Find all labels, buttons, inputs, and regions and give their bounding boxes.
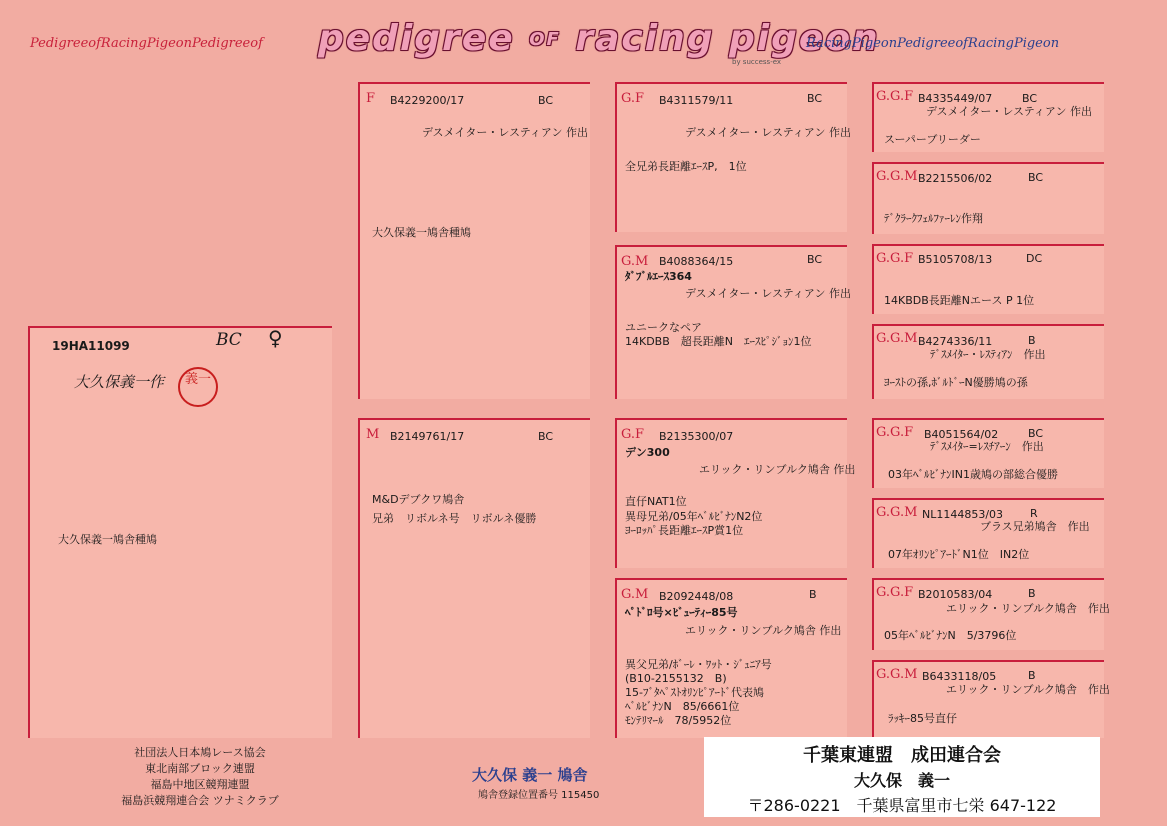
federation-list xyxy=(70,745,330,809)
ggm1-ring: B2215506/02 xyxy=(918,172,993,185)
gm2-line5: ﾍﾞﾙﾋﾞﾅﾝN 85/6661位 xyxy=(625,700,740,713)
federation-3: 福島中地区競翔連盟 xyxy=(150,778,250,791)
ggf1-color: BC xyxy=(1022,92,1038,105)
ggm3-line1: ブラス兄弟鳩舎 作出 xyxy=(980,520,1090,533)
title-of: OF xyxy=(529,29,561,50)
gf2-line2: 直仔NAT1位 xyxy=(625,495,687,508)
ggf3-color: BC xyxy=(1028,427,1044,440)
ggf3-line2: 03年ﾍﾞﾙﾋﾞﾅﾝIN1歳鳩の部総合優勝 xyxy=(888,468,1058,481)
ggf3-line1: ﾃﾞｽﾒｲﾀｰ=ﾚｽﾁｱｰﾝ 作出 xyxy=(930,440,1044,453)
ggm4-line2: ﾗｯｷｰ85号直仔 xyxy=(888,712,957,725)
ggm2-ring: B4274336/11 xyxy=(918,335,993,348)
gm2-line2: 異父兄弟/ﾎﾞｰﾚ・ﾜｯﾄ・ｼﾞｭﾆｱ号 xyxy=(625,658,772,671)
subject-note: 大久保義一鳩舎種鳩 xyxy=(58,533,157,546)
header-left-text xyxy=(30,36,263,51)
gm2-line6: ﾓﾝﾃﾘﾏｰﾙ 78/5952位 xyxy=(625,714,732,727)
gf1-label: G.F xyxy=(621,91,645,106)
federation-2: 東北南部ブロック連盟 xyxy=(145,762,255,775)
gf1-box xyxy=(615,82,851,232)
ggm4-label: G.G.M xyxy=(876,667,918,682)
ggm1-color: BC xyxy=(1028,171,1044,184)
gm2-box xyxy=(615,578,847,738)
address-owner: 大久保 義一 xyxy=(853,771,950,790)
gm2-line1: エリック・リンブルク鳩舎 作出 xyxy=(685,624,842,637)
gf1-line2: 全兄弟長距離ｴｰｽP, 1位 xyxy=(625,160,747,173)
father-line2: 大久保義一鳩舎種鳩 xyxy=(372,226,471,239)
gf2-ring: B2135300/07 xyxy=(659,430,734,443)
federation-4: 福島浜競翔連合会 ツナミクラブ xyxy=(121,794,279,807)
gm1-line1: デスメイター・レスティアン 作出 xyxy=(685,287,851,300)
gf2-line1: エリック・リンブルク鳩舎 作出 xyxy=(699,463,856,476)
ggm3-label: G.G.M xyxy=(876,505,918,520)
gm2-name: ﾍﾟﾄﾞﾛ号×ﾋﾞｭｰﾃｨｰ85号 xyxy=(625,606,738,619)
ggf4-color: B xyxy=(1028,587,1036,600)
gm1-name: ﾀﾞﾌﾞﾙｴｰｽ364 xyxy=(625,270,692,283)
gm2-ring: B2092448/08 xyxy=(659,590,734,603)
mother-color: BC xyxy=(538,430,554,443)
header-right-text-content: RacingPigeonPedigreeofRacingPigeon xyxy=(806,36,1060,51)
subject-color: BC xyxy=(216,330,242,350)
ggf4-box xyxy=(872,578,1110,650)
ggm1-label: G.G.M xyxy=(876,169,918,184)
gf2-name: デン300 xyxy=(625,446,670,459)
address-label xyxy=(704,737,1100,817)
ggf1-box xyxy=(872,82,1104,152)
ggm2-line2: ﾖｰｽﾄの孫,ﾎﾞﾙﾄﾞｰN優勝鳩の孫 xyxy=(884,376,1028,389)
title-byline: by success-ex xyxy=(732,58,782,66)
ggf2-box xyxy=(872,244,1104,314)
ggm3-ring: NL1144853/03 xyxy=(922,508,1004,521)
mother-line1: M&Dデブクワ鳩舎 xyxy=(372,493,465,506)
father-ring: B4229200/17 xyxy=(390,94,465,107)
mother-box xyxy=(358,418,590,738)
ggf2-ring: B5105708/13 xyxy=(918,253,993,266)
gf1-ring: B4311579/11 xyxy=(659,94,734,107)
father-label: F xyxy=(366,91,376,106)
ggm3-box xyxy=(872,498,1104,568)
gm1-box xyxy=(615,245,851,399)
ggf1-ring: B4335449/07 xyxy=(918,92,993,105)
ggf2-label: G.G.F xyxy=(876,251,914,266)
header-right-text xyxy=(806,36,1059,51)
header-left-text-content: PedigreeofRacingPigeonPedigreeof xyxy=(30,36,263,51)
title-tail: racing pigeon xyxy=(575,18,880,59)
gm2-line3: (B10-2155132 B) xyxy=(625,672,727,685)
gm1-ring: B4088364/15 xyxy=(659,255,734,268)
mother-ring: B2149761/17 xyxy=(390,430,465,443)
gm1-line3: 14KDBB 超長距離N ｴｰｽﾋﾟｼﾞｮﾝ1位 xyxy=(625,335,812,348)
ggf3-box xyxy=(872,418,1104,488)
gm1-label: G.M xyxy=(621,254,649,269)
mother-line2: 兄弟 リボルネ号 リボルネ優勝 xyxy=(372,512,537,525)
mother-label: M xyxy=(366,427,380,442)
ggf2-color: DC xyxy=(1026,252,1043,265)
ggf2-line2: 14KBDB長距離Nエース P 1位 xyxy=(884,294,1035,307)
ggm2-box xyxy=(872,324,1104,399)
gm1-color: BC xyxy=(807,253,823,266)
ggf4-label: G.G.F xyxy=(876,585,914,600)
gf2-line3: 異母兄弟/05年ﾍﾞﾙﾋﾞﾅﾝN2位 xyxy=(625,510,763,523)
address-federation: 千葉東連盟 成田連合会 xyxy=(803,745,1001,766)
ggm3-line2: 07年ｵﾘﾝﾋﾟｱｰﾄﾞN1位 IN2位 xyxy=(888,548,1030,561)
ggm4-line1: エリック・リンブルク鳩舎 作出 xyxy=(946,683,1110,696)
ggm1-box xyxy=(872,162,1104,234)
address-postal: 〒286-0221 千葉県富里市七栄 647-122 xyxy=(747,796,1057,815)
ggf3-ring: B4051564/02 xyxy=(924,428,999,441)
gm2-line4: 15-ﾌﾞﾀﾍﾟｽﾄｵﾘﾝﾋﾟｱｰﾄﾞ代表鳩 xyxy=(625,686,764,699)
gf1-line1: デスメイター・レスティアン 作出 xyxy=(685,126,851,139)
loft-name: 大久保 義一 鳩舎 xyxy=(472,766,588,784)
subject-breeder-handwriting: 大久保義一作 xyxy=(74,373,165,391)
pedigree-title xyxy=(318,18,880,68)
ggf4-ring: B2010583/04 xyxy=(918,588,993,601)
gm2-label: G.M xyxy=(621,587,649,602)
federation-1: 社団法人日本鳩レース協会 xyxy=(134,746,266,759)
father-color: BC xyxy=(538,94,554,107)
father-line1: デスメイター・レスティアン 作出 xyxy=(422,126,588,139)
gf2-line4: ﾖｰﾛｯﾊﾟ長距離ｴｰｽP賞1位 xyxy=(625,524,744,537)
ggm4-box xyxy=(872,660,1110,738)
breeder-seal: 義一 xyxy=(178,367,218,407)
ggf4-line2: 05年ﾍﾞﾙﾋﾞﾅﾝN 5/3796位 xyxy=(884,629,1017,642)
ggm2-label: G.G.M xyxy=(876,331,918,346)
ggf3-label: G.G.F xyxy=(876,425,914,440)
ggm4-ring: B6433118/05 xyxy=(922,670,997,683)
title-main: pedigree xyxy=(318,18,515,59)
ggm3-color: R xyxy=(1030,507,1038,520)
subject-sex: ♀ xyxy=(268,326,283,350)
ggm2-line1: ﾃﾞｽﾒｲﾀｰ・ﾚｽﾃｨｱﾝ 作出 xyxy=(930,348,1046,361)
ggf1-line1: デスメイター・レスティアン 作出 xyxy=(926,105,1092,118)
ggf4-line1: エリック・リンブルク鳩舎 作出 xyxy=(946,602,1110,615)
ggf1-line2: スーパーブリーダー xyxy=(884,133,981,146)
gf2-label: G.F xyxy=(621,427,645,442)
ggm2-color: B xyxy=(1028,334,1036,347)
gm2-color: B xyxy=(809,588,817,601)
ggm1-line2: ﾃﾞｸﾗｰｸﾌｪﾙﾌｧｰﾚﾝ作翔 xyxy=(884,212,983,225)
ggm4-color: B xyxy=(1028,669,1036,682)
ggf1-label: G.G.F xyxy=(876,89,914,104)
loft-registration: 鳩舎登録位置番号 115450 xyxy=(478,790,600,801)
subject-ring: 19HA11099 xyxy=(52,339,130,353)
gm1-line2: ユニークなペア xyxy=(625,321,702,334)
gf2-box xyxy=(615,418,856,568)
gf1-color: BC xyxy=(807,92,823,105)
father-box xyxy=(358,82,590,399)
